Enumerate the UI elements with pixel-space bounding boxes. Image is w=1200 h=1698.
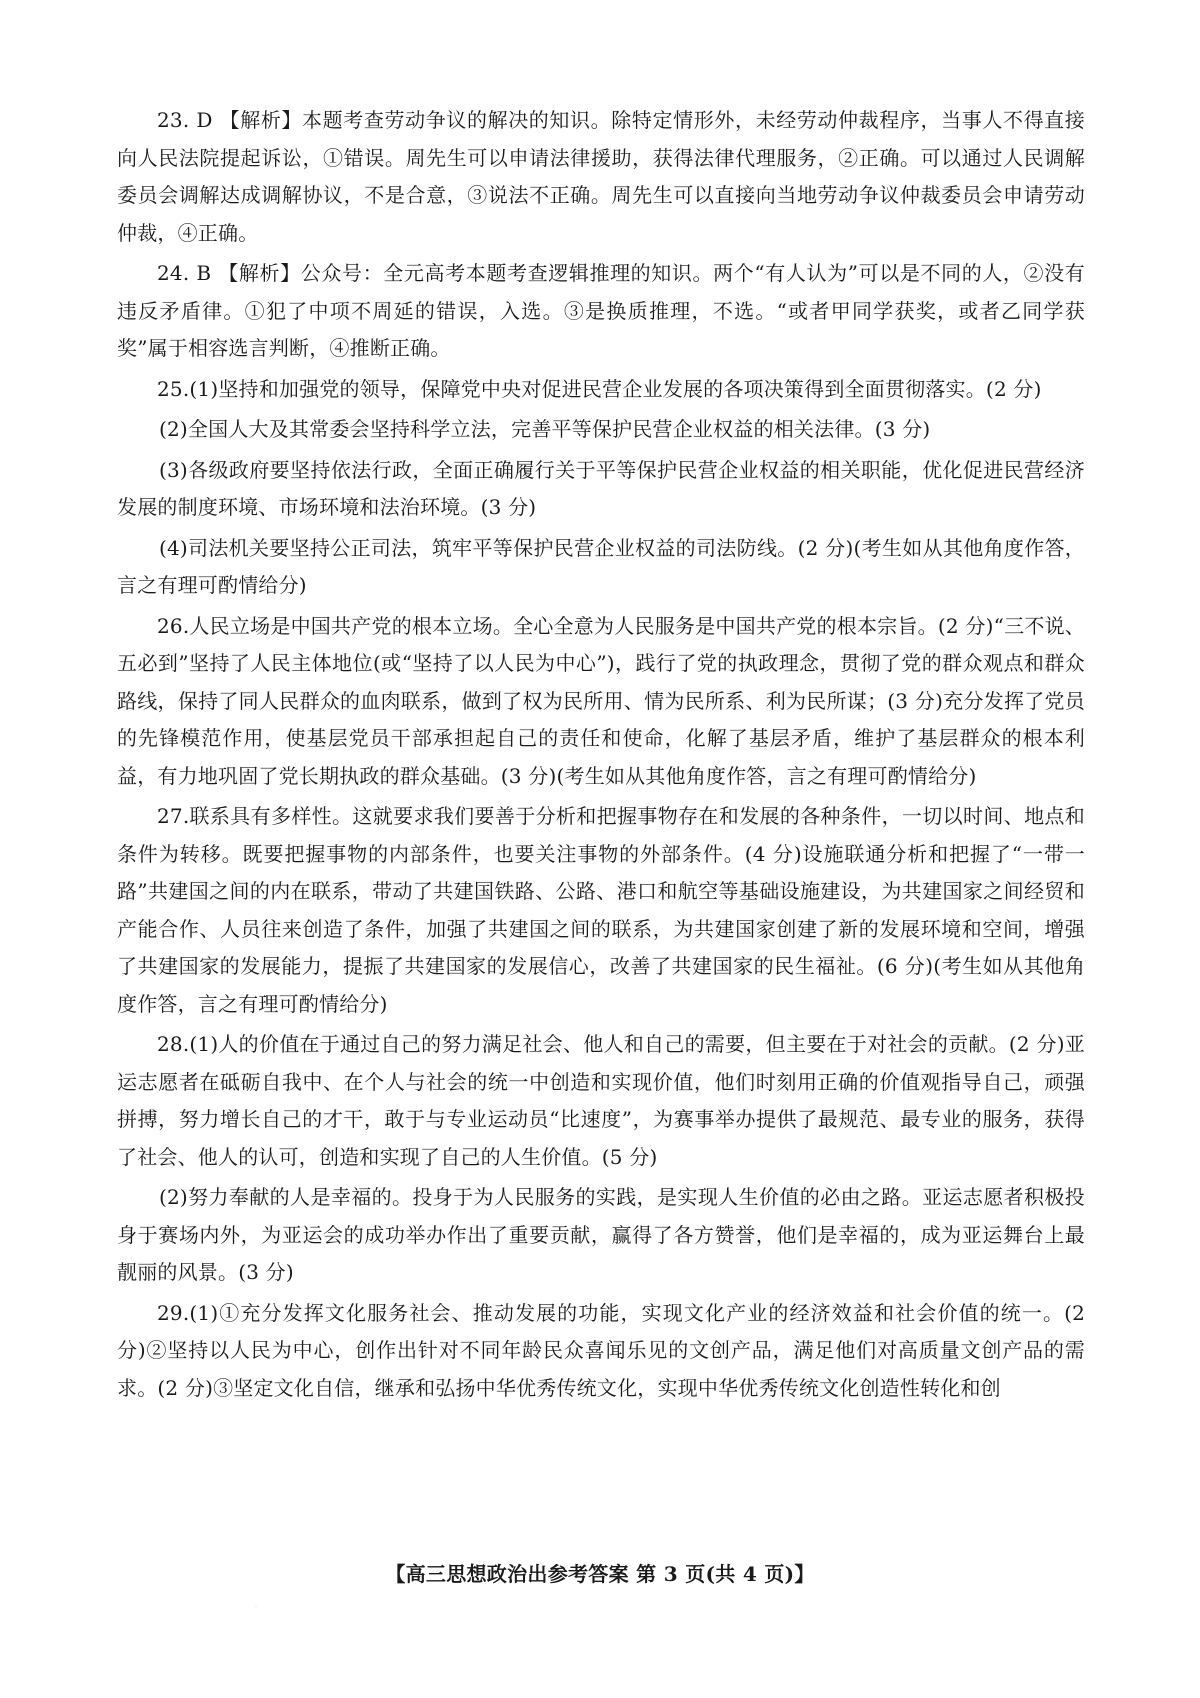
answer-q25-part1: 25.(1)坚持和加强党的领导，保障党中央对促进民营企业发展的各项决策得到全面贯彻落实。(2 分) — [157, 376, 1042, 401]
answer-q26: 26.人民立场是中国共产党的根本立场。全心全意为人民服务是中国共产党的根本宗旨。(2 分)“三不说、五必到”坚持了人民主体地位(或“坚持了以人民为中心”)，践行了党的执政理念，贯彻了党的群众观点和群众路线，保持了同人民群众的血肉联系，做到了权为民所用、情为民所系、利为民所谋；(3 分)充分发挥了党员的先锋模范作用，使基层党员干部承担起自己的责任和使命，化解了基层矛盾，维护了基层群众的根本利益，有力地巩固了党长期执政的群众基础。(3 分)(考生如从其他角度作答，言之有理可酌情给分) — [117, 613, 1085, 788]
answer-q28-part2: (2)努力奉献的人是幸福的。投身于为人民服务的实践，是实现人生价值的必由之路。亚运志愿者积极投身于赛场内外，为亚运会的成功举办作出了重要贡献，赢得了各方赞誉，他们是幸福的，成为亚运舞台上最靓丽的风景。(3 分) — [117, 1185, 1085, 1284]
answer-q25-part3: (3)各级政府要坚持依法行政，全面正确履行关于平等保护民营企业权益的相关职能，优化促进民营经济发展的制度环境、市场环境和法治环境。(3 分) — [117, 457, 1085, 519]
answer-q28-part1: 28.(1)人的价值在于通过自己的努力满足社会、他人和自己的需要，但主要在于对社会的贡献。(2 分)亚运志愿者在砥砺自我中、在个人与社会的统一中创造和实现价值，他们时刻用正确的价值观指导自己，顽强拼搏，努力增长自己的才干，敢于与专业运动员“比速度”，为赛事举办提供了最规范、最专业的服务，获得了社会、他人的认可，创造和实现了自己的人生价值。(5 分) — [117, 1032, 1085, 1169]
answer-q29-part1: 29.(1)①充分发挥文化服务社会、推动发展的功能，实现文化产业的经济效益和社会价值的统一。(2 分)②坚持以人民为中心，创作出针对不同年龄民众喜闻乐见的文创产品，满足他们对高质量文创产品的需求。(2 分)③坚定文化自信，继承和弘扬中华优秀传统文化，实现中华优秀传统文化创造性转化和创 — [117, 1300, 1085, 1400]
answer-body — [117, 102, 1085, 1410]
page-footer: 【高三思想政治出参考答案 第 3 页(共 4 页)】 — [385, 1562, 815, 1586]
answer-q24: 24. B 【解析】公众号：全元高考本题考查逻辑推理的知识。两个“有人认为”可以是不同的人，②没有违反矛盾律。①犯了中项不周延的错误，入选。③是换质推理，不选。“或者甲同学获奖，或者乙同学获奖”属于相容选言判断，④推断正确。 — [117, 261, 1085, 360]
answer-q25-part2: (2)全国人大及其常委会坚持科学立法，完善平等保护民营企业权益的相关法律。(3 分) — [159, 417, 931, 441]
answer-q27: 27.联系具有多样性。这就要求我们要善于分析和把握事物存在和发展的各种条件，一切以时间、地点和条件为转移。既要把握事物的内部条件，也要关注事物的外部条件。(4 分)设施联通分析和把握了“一带一路”共建国之间的内在联系，带动了共建国铁路、公路、港口和航空等基础设施建设，为共建国家之间经贸和产能合作、人员往来创造了条件，加强了共建国之间的联系，为共建国家创建了新的发展环境和空间，增强了共建国家的发展能力，提振了共建国家的发展信心，改善了共建国家的民生福祉。(6 分)(考生如从其他角度作答，言之有理可酌情给分) — [117, 804, 1085, 1016]
answer-q25-part4: (4)司法机关要坚持公正司法，筑牢平等保护民营企业权益的司法防线。(2 分)(考生如从其他角度作答，言之有理可酌情给分) — [117, 535, 1085, 597]
answer-q23: 23. D 【解析】本题考查劳动争议的解决的知识。除特定情形外，未经劳动仲裁程序，当事人不得直接向人民法院提起诉讼，①错误。周先生可以申请法律援助，获得法律代理服务，②正确。可以通过人民调解委员会调解达成调解协议，不是合意，③说法不正确。周先生可以直接向当地劳动争议仲裁委员会申请劳动仲裁，④正确。 — [117, 108, 1085, 245]
scan-speck: · — [255, 1604, 257, 1611]
